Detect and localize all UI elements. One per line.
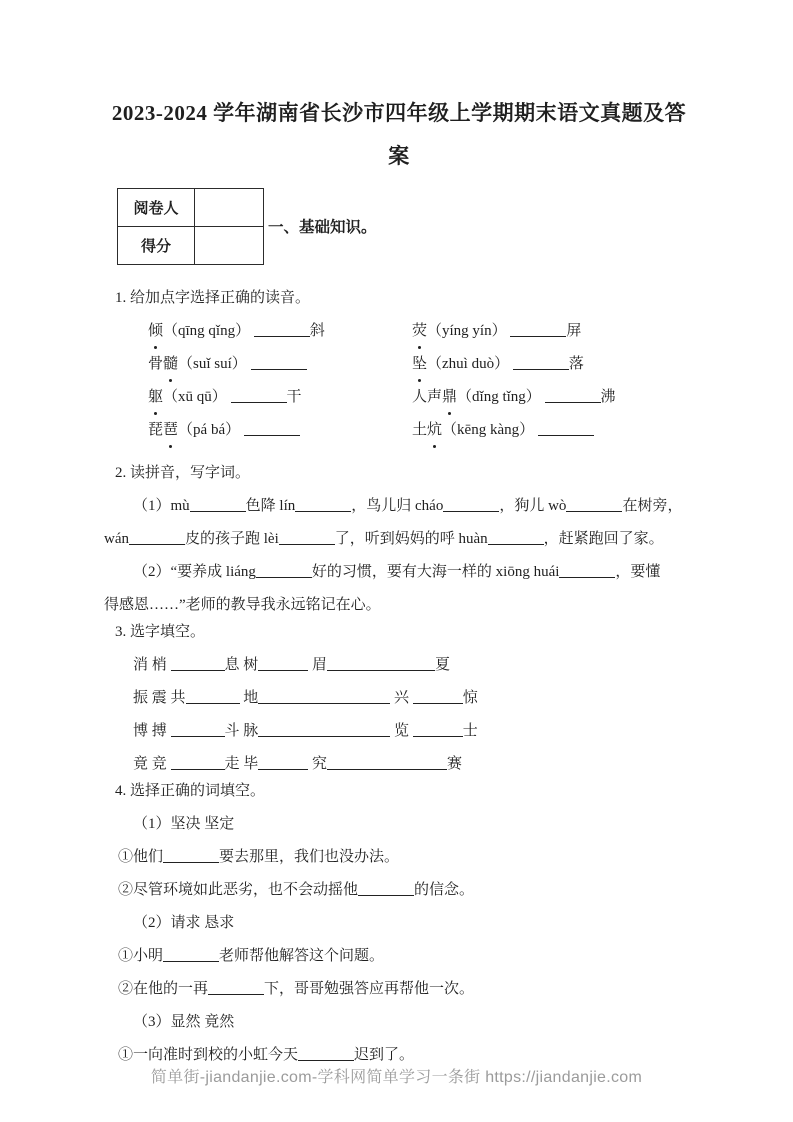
answer-blank bbox=[538, 431, 594, 436]
answer-blank bbox=[171, 765, 225, 770]
text-run: 走 毕 bbox=[224, 756, 259, 772]
answer-blank bbox=[413, 699, 463, 704]
answer-blank bbox=[488, 540, 544, 545]
text-run: 沸 bbox=[600, 389, 616, 405]
answer-blank bbox=[443, 507, 499, 512]
text-run: 振 震 共 bbox=[133, 690, 186, 706]
q1-item bbox=[412, 381, 616, 414]
section-heading: 一、基础知识。 bbox=[268, 219, 377, 236]
question-4-label: 4. 选择正确的词填空。 bbox=[115, 783, 266, 799]
answer-blank bbox=[545, 398, 601, 403]
text-run: 在树旁， bbox=[622, 498, 683, 514]
answer-blank bbox=[163, 858, 219, 863]
answer-blank bbox=[254, 332, 310, 337]
emphasized-char: 炕 bbox=[427, 414, 442, 447]
answer-blank bbox=[258, 765, 308, 770]
text-run: ，鸟儿归 cháo bbox=[351, 498, 444, 514]
question-1-label: 1. 给加点字选择正确的读音。 bbox=[115, 290, 311, 306]
answer-blank bbox=[244, 431, 300, 436]
question-2-label: 2. 读拼音，写字词。 bbox=[115, 465, 251, 481]
text-run: 土 bbox=[412, 422, 428, 438]
text-run: 兴 bbox=[390, 690, 413, 706]
grader-label-cell: 阅卷人 bbox=[118, 189, 195, 227]
text-run: wán bbox=[104, 531, 129, 547]
q3-line bbox=[133, 682, 694, 715]
score-label-cell: 得分 bbox=[118, 227, 195, 265]
answer-blank bbox=[163, 957, 219, 962]
text-run: 干 bbox=[286, 389, 302, 405]
answer-blank bbox=[129, 540, 185, 545]
page-title: 2023-2024 学年湖南省长沙市四年级上学期期末语文真题及答案 bbox=[111, 101, 687, 168]
text-run: （xū qū） bbox=[163, 389, 231, 405]
text-run: 赛 bbox=[447, 756, 463, 772]
text-run: （1）坚决 坚定 bbox=[133, 816, 235, 832]
answer-blank bbox=[327, 765, 447, 770]
text-run: 士 bbox=[462, 723, 478, 739]
emphasized-char: 坠 bbox=[412, 348, 427, 381]
text-run: ，赶紧跑回了家。 bbox=[543, 531, 664, 547]
answer-blank bbox=[231, 398, 287, 403]
text-run: （qīng qǐng） bbox=[163, 323, 254, 339]
q2-line bbox=[133, 490, 694, 523]
q1-row bbox=[148, 315, 694, 348]
text-run: 落 bbox=[568, 356, 584, 372]
text-run: （3）显然 竟然 bbox=[133, 1014, 235, 1030]
text-run: 斜 bbox=[309, 323, 325, 339]
answer-blank bbox=[327, 666, 435, 671]
answer-blank bbox=[358, 891, 414, 896]
q4-line bbox=[133, 808, 694, 841]
text-run: （1）mù bbox=[133, 498, 190, 514]
text-run: 下，哥哥勉强答应再帮他一次。 bbox=[264, 981, 475, 997]
text-run: 地 bbox=[239, 690, 259, 706]
text-run: （suǐ suí） bbox=[178, 356, 251, 372]
answer-blank bbox=[171, 732, 225, 737]
emphasized-char: 荧 bbox=[412, 315, 427, 348]
text-run: 斗 脉 bbox=[224, 723, 259, 739]
text-run: ①一向准时到校的小虹今天 bbox=[118, 1047, 299, 1063]
text-run: 夏 bbox=[435, 657, 451, 673]
text-run: （dǐng tǐng） bbox=[457, 389, 545, 405]
q3-line bbox=[133, 715, 694, 748]
text-run: 的信念。 bbox=[414, 882, 475, 898]
answer-blank bbox=[256, 573, 312, 578]
answer-blank bbox=[295, 507, 351, 512]
answer-blank bbox=[251, 365, 307, 370]
text-run: 惊 bbox=[462, 690, 478, 706]
text-run: 骨 bbox=[148, 356, 164, 372]
text-run: 好的习惯，要有大海一样的 xiōng huái bbox=[311, 564, 560, 580]
answer-blank bbox=[186, 699, 240, 704]
answer-blank bbox=[279, 540, 335, 545]
text-run: 览 bbox=[390, 723, 413, 739]
text-run: 要去那里，我们也没办法。 bbox=[219, 849, 400, 865]
q1-item bbox=[412, 315, 581, 348]
score-table bbox=[117, 188, 264, 265]
text-run: 消 梢 bbox=[133, 657, 171, 673]
answer-blank bbox=[413, 732, 463, 737]
table-row bbox=[118, 189, 264, 227]
answer-blank bbox=[559, 573, 615, 578]
q4-line bbox=[133, 907, 694, 940]
q4-line bbox=[118, 940, 694, 973]
answer-blank bbox=[513, 365, 569, 370]
q1-item bbox=[148, 315, 412, 348]
text-run: 屏 bbox=[566, 323, 582, 339]
answer-blank bbox=[171, 666, 225, 671]
q1-item bbox=[148, 348, 412, 381]
text-run: （kēng kàng） bbox=[442, 422, 538, 438]
answer-blank bbox=[258, 666, 308, 671]
text-run: 了，听到妈妈的呼 huàn bbox=[334, 531, 488, 547]
emphasized-char: 琶 bbox=[163, 414, 178, 447]
text-run: 人声 bbox=[412, 389, 443, 405]
answer-blank bbox=[258, 732, 390, 737]
answer-blank bbox=[190, 507, 246, 512]
footer-watermark: 简单街-jiandanjie.com-学科网简单学习一条街 https://jiandanjie.com bbox=[150, 1069, 643, 1086]
text-run: 竟 竞 bbox=[133, 756, 171, 772]
text-run: （pá bá） bbox=[178, 422, 244, 438]
q1-row bbox=[148, 348, 694, 381]
answer-blank bbox=[208, 990, 264, 995]
q1-item bbox=[412, 348, 584, 381]
text-run: 老师帮他解答这个问题。 bbox=[219, 948, 385, 964]
text-run: 息 树 bbox=[224, 657, 259, 673]
table-row bbox=[118, 227, 264, 265]
emphasized-char: 髓 bbox=[163, 348, 178, 381]
text-run: 色降 lín bbox=[245, 498, 296, 514]
q1-item bbox=[148, 414, 412, 447]
answer-blank bbox=[510, 332, 566, 337]
emphasized-char: 鼎 bbox=[442, 381, 457, 414]
text-run: 博 搏 bbox=[133, 723, 171, 739]
text-run: 究 bbox=[308, 756, 328, 772]
emphasized-char: 倾 bbox=[148, 315, 163, 348]
text-run: （2）请求 恳求 bbox=[133, 915, 235, 931]
q2-line bbox=[104, 523, 694, 556]
answer-blank bbox=[298, 1056, 354, 1061]
q4-line bbox=[118, 841, 694, 874]
score-value-cell bbox=[195, 227, 264, 265]
grader-value-cell bbox=[195, 189, 264, 227]
q1-row bbox=[148, 381, 694, 414]
q4-line bbox=[118, 973, 694, 1006]
text-run: ②尽管环境如此恶劣，也不会动摇他 bbox=[118, 882, 359, 898]
text-run: （zhuì duò） bbox=[427, 356, 513, 372]
text-run: 得感恩……”老师的教导我永远铭记在心。 bbox=[104, 597, 381, 613]
answer-blank bbox=[566, 507, 622, 512]
text-run: ，要懂 bbox=[615, 564, 661, 580]
questions-area bbox=[104, 282, 694, 1072]
emphasized-char: 躯 bbox=[148, 381, 163, 414]
text-run: （yíng yín） bbox=[427, 323, 511, 339]
q4-line bbox=[133, 1006, 694, 1039]
text-run: 皮的孩子跑 lèi bbox=[185, 531, 279, 547]
q1-item bbox=[148, 381, 412, 414]
q1-row bbox=[148, 414, 694, 447]
text-run: 琵 bbox=[148, 422, 164, 438]
q1-item bbox=[412, 414, 594, 447]
text-run: ①他们 bbox=[118, 849, 164, 865]
text-run: （2）“要养成 liáng bbox=[133, 564, 256, 580]
text-run: ①小明 bbox=[118, 948, 164, 964]
q4-line bbox=[118, 874, 694, 907]
q3-line bbox=[133, 649, 694, 682]
text-run: 迟到了。 bbox=[354, 1047, 415, 1063]
question-3-label: 3. 选字填空。 bbox=[115, 624, 206, 640]
answer-blank bbox=[258, 699, 390, 704]
text-run: 眉 bbox=[308, 657, 328, 673]
text-run: ，狗儿 wò bbox=[499, 498, 567, 514]
q2-line bbox=[133, 556, 694, 589]
header-row bbox=[117, 188, 694, 272]
text-run: ②在他的一再 bbox=[118, 981, 209, 997]
